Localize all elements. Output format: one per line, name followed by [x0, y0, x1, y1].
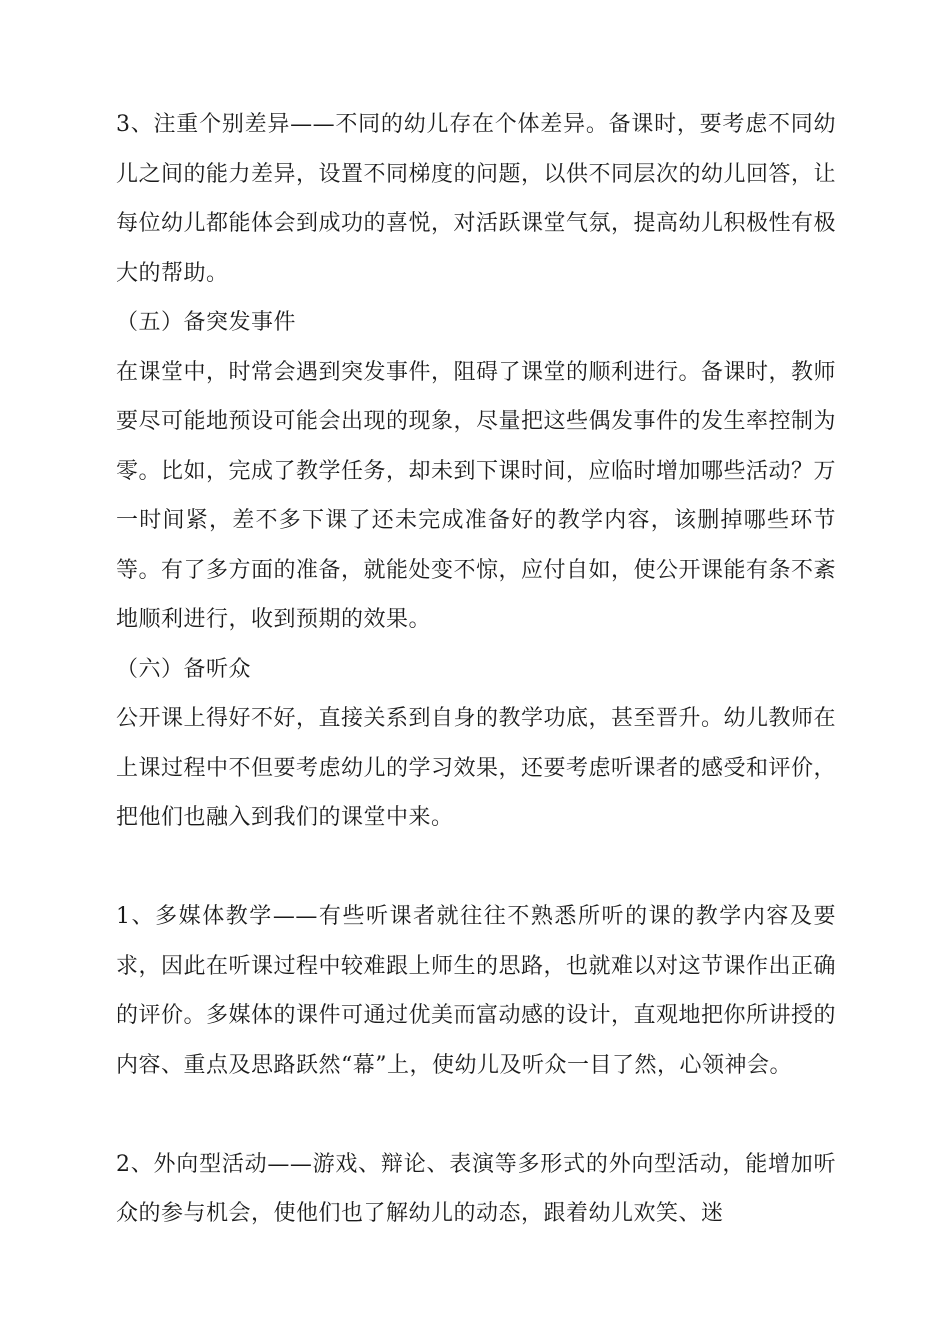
- paragraph-outward-activities: 2、外向型活动——游戏、辩论、表演等多形式的外向型活动，能增加听众的参与机会，使他们也了解幼儿的动态，跟着幼儿欢笑、迷: [116, 1151, 836, 1226]
- section-heading-emergencies: （五）备突发事件: [116, 310, 297, 335]
- paragraph-emergencies: 在课堂中，时常会遇到突发事件，阻碍了课堂的顺利进行。备课时，教师要尽可能地预设可能会出现的现象，尽量把这些偶发事件的发生率控制为零。比如，完成了教学任务，却未到下课时间，应临时增加哪些活动？万一时间紧，差不多下课了还未完成准备好的教学内容，该删掉哪些环节等。有了多方面的准备，就能处变不惊，应付自如，使公开课能有条不紊地顺利进行，收到预期的效果。: [116, 359, 837, 632]
- paragraph-individual-differences: 3、注重个别差异——不同的幼儿存在个体差异。备课时，要考虑不同幼儿之间的能力差异，设置不同梯度的问题，以供不同层次的幼儿回答，让每位幼儿都能体会到成功的喜悦，对活跃课堂气氛，提高幼儿积极性有极大的帮助。: [116, 112, 837, 286]
- paragraph-gap: [116, 843, 836, 893]
- paragraph-gap: [116, 1090, 836, 1140]
- paragraph-audience: 公开课上得好不好，直接关系到自身的教学功底，甚至晋升。幼儿教师在上课过程中不但要考虑幼儿的学习效果，还要考虑听课者的感受和评价，把他们也融入到我们的课堂中来。: [116, 706, 837, 830]
- section-heading-audience: （六）备听众: [116, 656, 252, 682]
- document-page: [116, 100, 836, 1239]
- paragraph-multimedia: 1、多媒体教学——有些听课者就往往不熟悉所听的课的教学内容及要求，因此在听课过程中较难跟上师生的思路，也就难以对这节课作出正确的评价。多媒体的课件可通过优美而富动感的设计，直观地把你所讲授的内容、重点及思路跃然“幕”上，使幼儿及听众一目了然，心领神会。: [116, 904, 837, 1078]
